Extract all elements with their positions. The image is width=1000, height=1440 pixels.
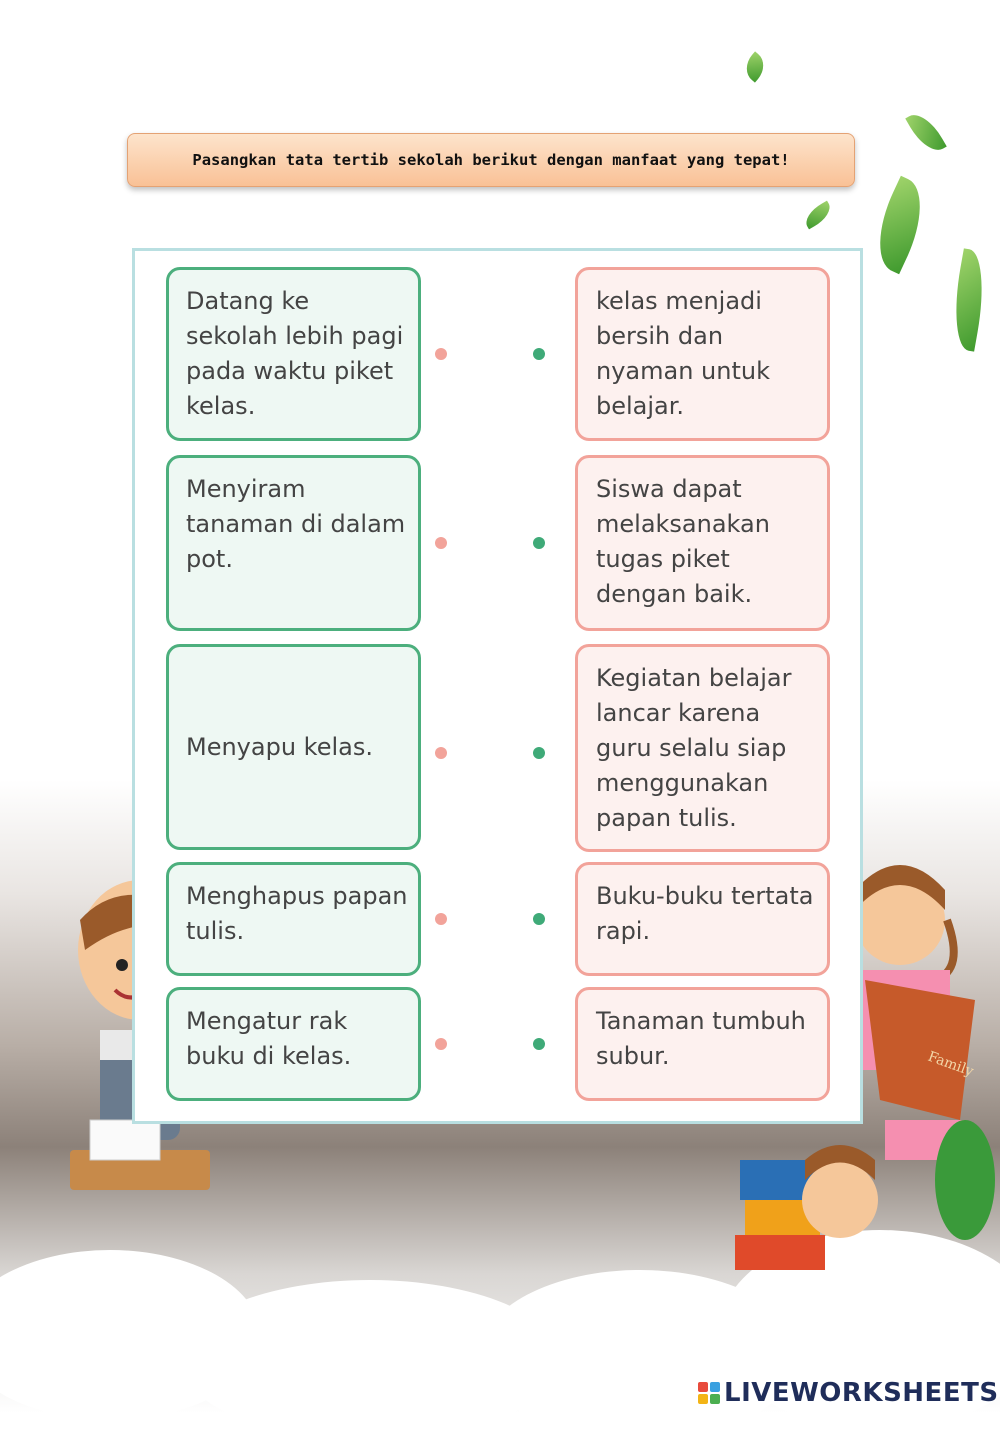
- benefit-card[interactable]: Siswa dapat melaksanakan tugas piket dengan baik.: [575, 455, 830, 631]
- rule-card[interactable]: Datang ke sekolah lebih pagi pada waktu piket kelas.: [166, 267, 421, 441]
- rule-card[interactable]: Menyiram tanaman di dalam pot.: [166, 455, 421, 631]
- leaf-icon: [863, 176, 937, 274]
- benefit-connector-dot[interactable]: [533, 747, 545, 759]
- benefit-card[interactable]: kelas menjadi bersih dan nyaman untuk belajar.: [575, 267, 830, 441]
- rule-card[interactable]: Menyapu kelas.: [166, 644, 421, 850]
- rule-connector-dot[interactable]: [435, 348, 447, 360]
- benefit-connector-dot[interactable]: [533, 537, 545, 549]
- benefit-connector-dot[interactable]: [533, 1038, 545, 1050]
- rule-connector-dot[interactable]: [435, 913, 447, 925]
- benefit-connector-dot[interactable]: [533, 348, 545, 360]
- liveworksheets-logo[interactable]: [698, 1378, 999, 1408]
- benefit-card[interactable]: Tanaman tumbuh subur.: [575, 987, 830, 1101]
- book-label: Family: [925, 1048, 976, 1080]
- benefit-card[interactable]: Kegiatan belajar lancar karena guru selalu siap menggunakan papan tulis.: [575, 644, 830, 852]
- rule-connector-dot[interactable]: [435, 1038, 447, 1050]
- benefit-connector-dot[interactable]: [533, 913, 545, 925]
- instruction-banner: Pasangkan tata tertib sekolah berikut dengan manfaat yang tepat!: [127, 133, 855, 187]
- logo-icon: [698, 1382, 720, 1404]
- leaf-icon: [801, 201, 835, 230]
- rule-connector-dot[interactable]: [435, 537, 447, 549]
- benefit-card[interactable]: Buku-buku tertata rapi.: [575, 862, 830, 976]
- brand-name: LIVEWORKSHEETS: [724, 1378, 999, 1408]
- leaf-icon: [905, 108, 947, 158]
- rule-card[interactable]: Mengatur rak buku di kelas.: [166, 987, 421, 1101]
- leaf-icon: [947, 248, 992, 351]
- rule-card[interactable]: Menghapus papan tulis.: [166, 862, 421, 976]
- leaf-icon: [740, 51, 771, 82]
- rule-connector-dot[interactable]: [435, 747, 447, 759]
